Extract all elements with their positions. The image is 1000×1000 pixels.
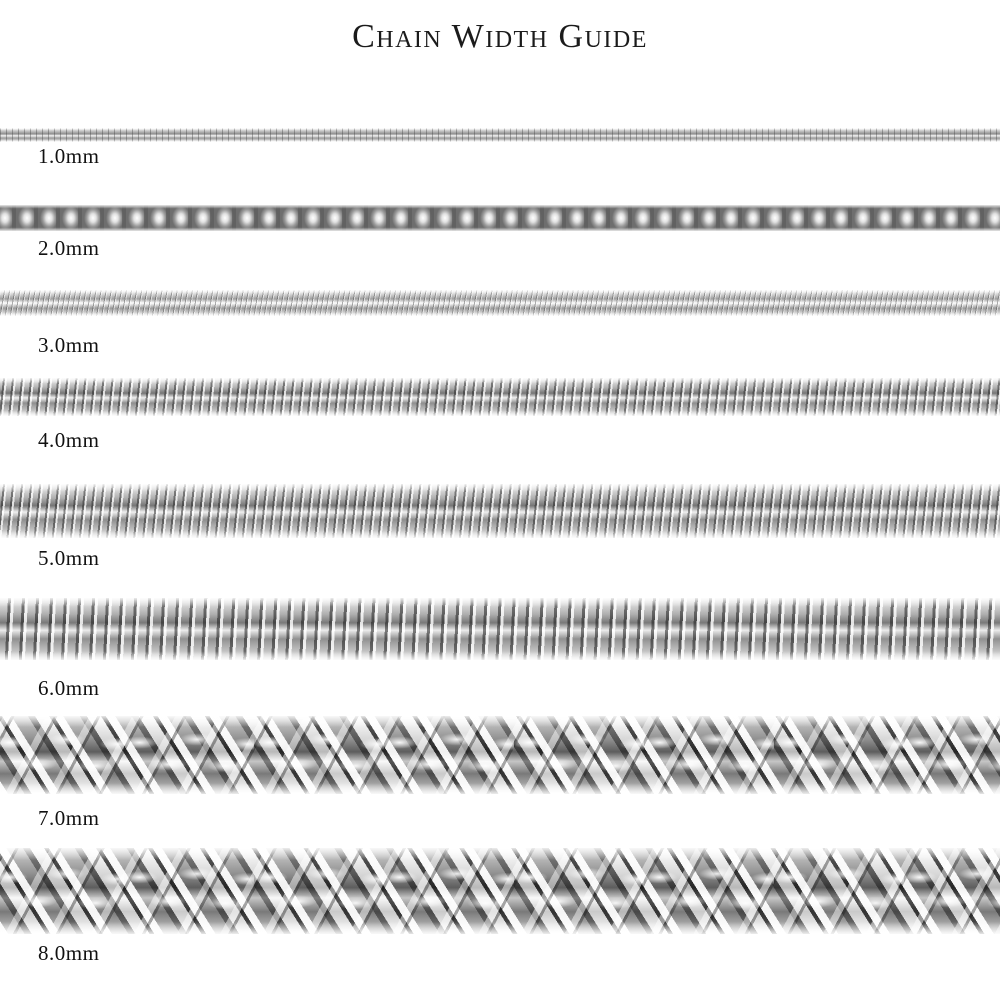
chain-edge-fade — [0, 598, 1000, 660]
chain-image-5-0mm — [0, 484, 1000, 538]
chain-edge-fade — [0, 205, 1000, 231]
chain-edge-fade — [0, 290, 1000, 316]
chain-label-8-0mm: 8.0mm — [38, 941, 100, 965]
chain-image-7-0mm — [0, 716, 1000, 794]
chain-image-6-0mm — [0, 598, 1000, 660]
chain-label-6-0mm: 6.0mm — [38, 676, 100, 700]
chain-label-2-0mm: 2.0mm — [38, 236, 100, 260]
chain-edge-fade — [0, 716, 1000, 794]
chain-label-1-0mm: 1.0mm — [38, 144, 100, 168]
chain-label-3-0mm: 3.0mm — [38, 333, 100, 357]
chain-label-4-0mm: 4.0mm — [38, 428, 100, 452]
chain-image-8-0mm — [0, 848, 1000, 934]
chain-edge-fade — [0, 848, 1000, 934]
chain-edge-fade — [0, 484, 1000, 538]
page-title: Chain Width Guide — [352, 18, 648, 55]
chain-image-4-0mm — [0, 378, 1000, 416]
chain-edge-fade — [0, 378, 1000, 416]
chain-label-7-0mm: 7.0mm — [38, 806, 100, 830]
chain-label-5-0mm: 5.0mm — [38, 546, 100, 570]
chain-image-2-0mm — [0, 205, 1000, 231]
chain-edge-fade — [0, 128, 1000, 142]
chain-image-3-0mm — [0, 290, 1000, 316]
chain-image-1-0mm — [0, 128, 1000, 142]
